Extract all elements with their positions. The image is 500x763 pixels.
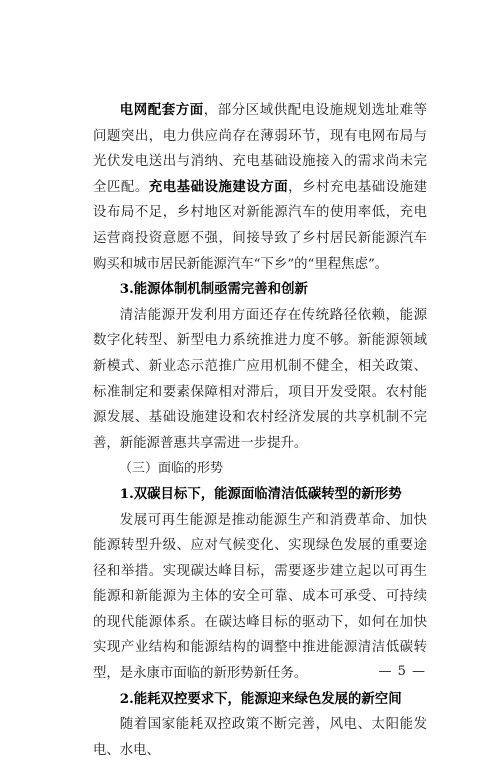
paragraph-grid-and-charging — [93, 98, 427, 277]
bold-lead-charging: 充电基础设施建设方面 — [148, 178, 289, 195]
heading-2: 2.能耗双控要求下，能源迎来绿色发展的新空间 — [119, 690, 402, 707]
heading-1: 1.双碳目标下，能源面临清洁低碳转型的新形势 — [119, 485, 402, 502]
section-title: （三）面临的形势 — [119, 461, 224, 477]
bold-lead-grid: 电网配套方面 — [119, 102, 204, 118]
page-body — [93, 98, 427, 763]
paragraph-1: 发展可再生能源是推动能源生产和消费革命、加快能源转型升级、应对气候变化、实现绿色发展的重要途径和举措。实现碳达峰目标，需要逐步建立起以可再生能源和新能源为主体的安全可靠、成本可承受、可持续的现代能源体系。在碳达峰目标的驱动下，如何在加快实现产业结构和能源结构的调整中推进能源清洁低碳转型，是永康市面临的新形势新任务。 — [93, 512, 427, 682]
charging-text: ，乡村充电基础设施建设布局不足，乡村地区对新能源汽车的使用率低，充电运营商投资意愿不强，间接导致了乡村居民新能源汽车购买和城市居民新能源汽车“下乡”的“里程焦虑”。 — [93, 179, 428, 272]
page-number: — 5 — — [378, 664, 426, 679]
heading-3: 3.能源体制机制亟需完善和创新 — [119, 281, 308, 298]
paragraph-2: 随着国家能耗双控政策不断完善，风电、太阳能发电、水电、 — [93, 717, 427, 758]
grid-text: ，部分区域供配电设施规划选址难等问题突出，电力供应尚存在薄弱环节，现有电网布局与光伏发电送出与消纳、充电基础设施接入的需求尚未完全匹配。 — [93, 103, 428, 195]
paragraph-3: 清洁能源开发利用方面还存在传统路径依赖，能源数字化转型、新型电力系统推进力度不够。新能源领域新模式、新业态示范推广应用机制不健全，相关政策、标准制定和要素保障相对滞后，项目开发受限。农村能源发展、基础设施建设和农村经济发展的共享机制不完善，新能源普惠共享需进一步提升。 — [93, 307, 427, 451]
